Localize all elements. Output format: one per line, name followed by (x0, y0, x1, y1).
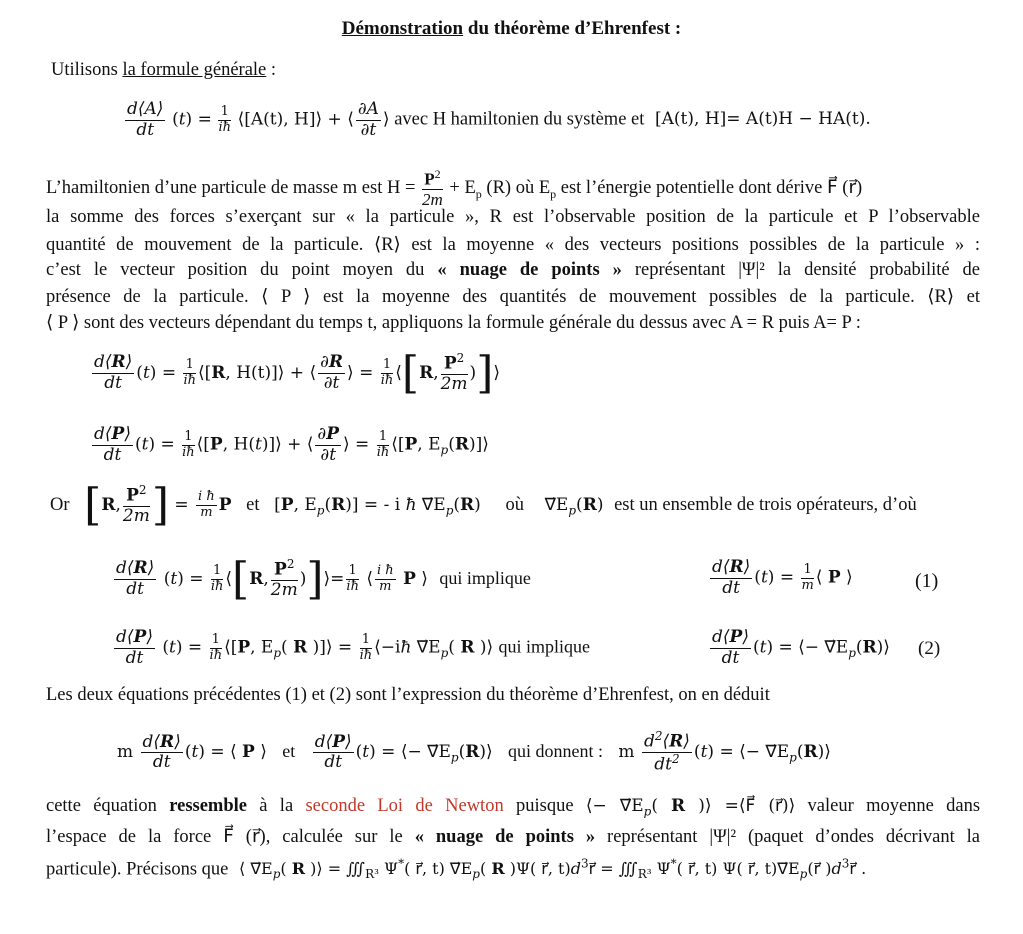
intro-suffix: : (266, 60, 277, 80)
para-line-1: L’hamiltonien d’une particule de masse m est H = $\frac{P^2}{2m}$ + $E_p$ (R) où $E_p$ est l’énergie potentielle dont dérive F⃗ (r⃗) (46, 167, 863, 210)
equation-dR: $\frac{d⟨R⟩}{dt}$ (t) = $\frac{1}{iħ}$ ⟨[R, H(t)]⟩ + ⟨ $\frac{\partial R}{\partial t}$ ⟩ = $\frac{1}{iħ}$ ⟨[R, $\frac{P^2}{2m}$ )]⟩ (94, 347, 500, 399)
last-line-3: particule). Précisons que ⟨ $\nabla⃗E_p$( R )⟩ = $∭_{R^3}$ Ψ*( r⃗, t) $\nabla⃗E_p$( R )Ψ( r⃗, $t)d^3r⃗$ = $∭_{R^3}$ Ψ*( r⃗, t) Ψ( r⃗, $t)\nabla⃗E_p(r⃗$ )$d^3r⃗$ . (46, 857, 867, 882)
para-line-6: ⟨ P ⟩ sont des vecteurs dépendant du temps t, appliquons la formule générale du dessus avec A = R puis A= P : (46, 313, 861, 333)
equation-number-1: (1) (915, 570, 939, 592)
newton-law-highlight: seconde Loi de Newton (305, 796, 504, 816)
para-line-2: la somme des forces s’exerçant sur « la particule », R est l’observable position de la particule et P l’observable (46, 207, 980, 227)
page-title (0, 18, 1023, 40)
conclusion-line: Les deux équations précédentes (1) et (2) sont l’expression du théorème d’Ehrenfest, on en déduit (46, 685, 770, 705)
intro-line (51, 60, 276, 81)
final-equations: m $\frac{d⟨R⟩}{dt}$ (t) = ⟨ P ⟩ et $\frac{d⟨P⟩}{dt}$ (t) = ⟨− $\nabla⃗E_p(R)⟩$ qui donnent : m $\frac{d^2⟨R⟩}{dt^2}$ (t) = ⟨− $\nabla⃗E_p(R)⟩$ (117, 729, 831, 775)
para-line-5: présence de la particule. ⟨ P ⟩ est la moyenne des quantités de mouvement possibles de la particule. ⟨R⟩ et (46, 287, 980, 307)
equation-result-1: $\frac{d⟨R⟩}{dt}$ (t) = $\frac{1}{m}$ ⟨ P ⟩ (712, 557, 853, 598)
title-underlined: Démonstration (341, 18, 464, 39)
title-rest: du théorème d’Ehrenfest : (463, 18, 682, 39)
para-line-3: quantité de mouvement de la particule. ⟨R⟩ est la moyenne « des vecteurs positions possibles de la particule » : (46, 235, 980, 255)
last-line-1: cette équation ressemble à la seconde Loi de Newton puisque ⟨− $\nabla⃗E_p$( R )⟩ =⟨F⃗ (r⃗)⟩ valeur moyenne dans (46, 796, 981, 819)
formula1-commutator: [A(t), H]= A(t)H − HA(t). (655, 109, 871, 130)
equation-row-2: $\frac{d⟨P⟩}{dt}$ (t) = $\frac{1}{iħ}$ ⟨[P, $E_p$( R )]⟩ = $\frac{1}{iħ}$ ⟨−iħ $\nabla⃗E_p$( R )⟩ qui implique (116, 627, 591, 668)
equation-number-2: (2) (918, 638, 941, 659)
intro-link: la formule générale (122, 60, 267, 80)
formula1-tail: avec H hamiltonien du système et (394, 109, 645, 130)
last-line-2: l’espace de la force F⃗ (r⃗), calculée sur le « nuage de points » représentant |Ψ|² (paquet d’ondes décrivant la (46, 827, 981, 847)
intro-prefix: Utilisons (51, 60, 123, 80)
formula-general: $\frac{d⟨A⟩}{dt}$ (t) = $\frac{1}{iħ}$ ⟨[A(t), H]⟩ + ⟨ $\frac{\partial A}{\partial t}$ ⟩ avec H hamiltonien du système et [A(t), H]= A(t)H − HA(t). (127, 99, 871, 140)
equation-result-2: $\frac{d⟨P⟩}{dt}$ (t) = ⟨− $\nabla⃗E_p(R)⟩$ (712, 627, 890, 668)
or-line: Or [R, $\frac{P^2}{2m}$ ] = $\frac{\text{i ħ}}{m}$ P et [P, $E_p(R)$] = - i ħ $\nabla⃗E_p(R)$ où $\nabla⃗E_p(R)$ est un ensemble de trois opérateurs, d’où (50, 479, 917, 531)
equation-row-1: $\frac{d⟨R⟩}{dt}$ (t) = $\frac{1}{iħ}$ ⟨[R, $\frac{P^2}{2m}$ )]⟩= $\frac{1}{iħ}$ ⟨ $\frac{\text{i ħ}}{m}$ P ⟩ qui implique (116, 553, 531, 605)
para-line-4: c’est le vecteur position du point moyen du « nuage de points » représentant |Ψ|² la densité probabilité de (46, 260, 981, 280)
equation-dP: $\frac{d⟨P⟩}{dt}$ (t) = $\frac{1}{iħ}$ ⟨[P, H(t)]⟩ + ⟨ $\frac{\partial P}{\partial t}$ ⟩ = $\frac{1}{iħ}$ ⟨[P, $E_p(R)]⟩$ (94, 424, 489, 465)
